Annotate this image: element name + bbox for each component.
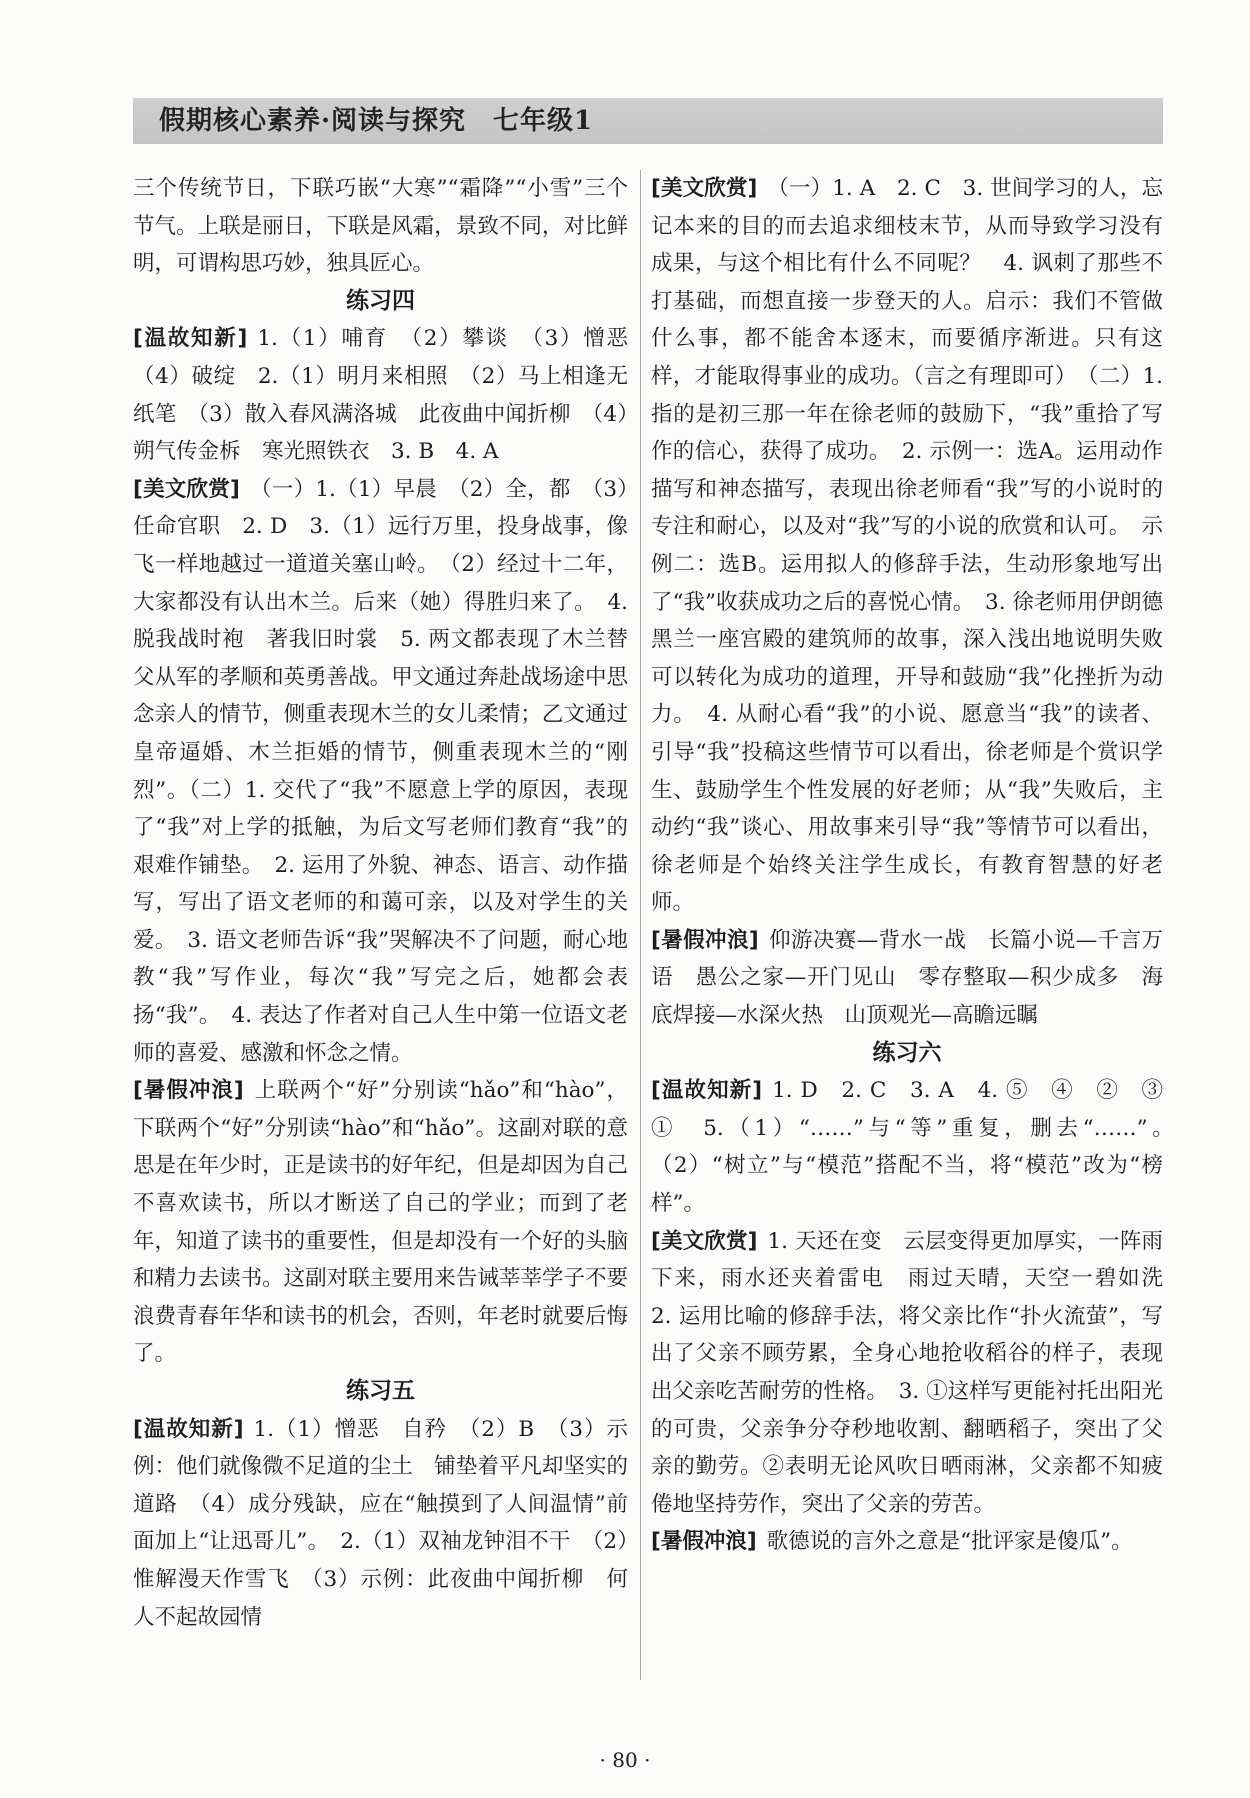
section-tag: [暑假冲浪] (133, 1078, 244, 1104)
section-text: （一）1. A 2. C 3. 世间学习的人，忘记本来的目的而去追求细枝末节，从而导致学习没有成果，与这个相比有什么不同呢？ 4. 讽刺了那些不打基础，而想直接一步登天的人。启示：我们不管做什么事，都不能舍本逐末，而要循序渐进。只有这样，才能取得事业的成功。（言之有理即可） （二）1. 指的是初三那一年在徐老师的鼓励下，“我”重拾了写作的信心，获得了成功。 2. 示例一：选A。运用动作描写和神态描写，表现出徐老师看“我”写的小说时的专注和耐心，以及对“我”写的小说的欣赏和认可。 示例二：选B。运用拟人的修辞手法，生动形象地写出了“我”收获成功之后的喜悦心情。 3. 徐老师用伊朗德黑兰一座宫殿的建筑师的故事，深入浅出地说明失败可以转化为成功的道理，开导和鼓励“我”化挫折为动力。 4. 从耐心看“我”的小说、愿意当“我”的读者、引导“我”投稿这些情节可以看出，徐老师是个赏识学生、鼓励学生个性发展的好老师；从“我”失败后，主动约“我”谈心、用故事来引导“我”等情节可以看出，徐老师是个始终关注学生成长，有教育智慧的好老师。 (651, 176, 1163, 916)
section-text: （一）1.（1）早晨 （2）全，都 （3）任命官职 2. D 3.（1）远行万里，投身战事，像飞一样地越过一道道关塞山岭。 （2）经过十二年，大家都没有认出木兰。后来（她）得胜归来了。 4. 脱我战时袍 著我旧时裳 5. 两文都表现了木兰替父从军的孝顺和英勇善战。甲文通过奔赴战场途中思念亲人的情节，侧重表现木兰的女儿柔情；乙文通过皇帝逼婚、木兰拒婚的情节，侧重表现木兰的“刚烈”。（二）1. 交代了“我”不愿意上学的原因，表现了“我”对上学的抵触，为后文写老师们教育“我”的艰难作铺垫。 2. 运用了外貌、神态、语言、动作描写，写出了语文老师的和蔼可亲，以及对学生的关爱。 3. 语文老师告诉“我”哭解决不了问题，耐心地教“我”写作业，每次“我”写完之后，她都会表扬“我”。 4. 表达了作者对自己人生中第一位语文老师的喜爱、感激和怀念之情。 (133, 476, 628, 1066)
ex4-summer-section (133, 1072, 628, 1373)
section-text: 仰游决赛—背水一战 长篇小说—千言万语 愚公之家—开门见山 零存整取—积少成多 海底焊接—水深火热 山顶观光—高瞻远瞩 (651, 927, 1163, 1029)
exercise-5-title: 练习五 (346, 1378, 415, 1404)
ex5-summer-section (651, 922, 1163, 1035)
right-column (651, 170, 1185, 1561)
header-bar (133, 98, 1163, 144)
section-text: 1. D 2. C 3. A 4. ⑤ ④ ② ③ ① 5.（1）“……”与“等”重复，删去“……”。 （2）“树立”与“模范”搭配不当，将“模范”改为“榜样”。 (651, 1078, 1185, 1217)
ex4-review-section (133, 320, 650, 470)
ex6-review-section (651, 1072, 1185, 1222)
section-text: 1.（1）憎恶 自矜 （2）B （3）示例：他们就像微不足道的尘土 铺垫着平凡却坚实的道路 （4）成分残缺，应在“触摸到了人间温情”前面加上“让迅哥儿”。 2.（1）双袖龙钟泪不干 （2）惟解漫天作雪飞 （3）示例：此夜曲中闻折柳 何人不起故园情 (133, 1416, 628, 1630)
column-divider (640, 170, 641, 1680)
section-tag: [温故知新] (651, 1078, 763, 1104)
section-tag: [美文欣赏] (651, 1228, 758, 1254)
section-text: 上联两个“好”分别读“hǎo”和“hào”，下联两个“好”分别读“hào”和“hǎo”。这副对联的意思是在年少时，正是读书的好年纪，但是却因为自己不喜欢读书，所以才断送了自己的学业；而到了老年，知道了读书的重要性，但是却没有一个好的头脑和精力去读书。这副对联主要用来告诫莘莘学子不要浪费青春年华和读书的机会，否则，年老时就要后悔了。 (133, 1078, 628, 1367)
ex5-review-section (133, 1411, 628, 1637)
exercise-6-title: 练习六 (872, 1039, 942, 1066)
section-text: 歌德说的言外之意是“批评家是傻瓜”。 (766, 1529, 1133, 1555)
section-text: 1.（1）哺育 （2）攀谈 （3）憎恶 （4）破绽 2.（1）明月来相照 （2）马上相逢无纸笔 （3）散入春风满洛城 此夜曲中闻折柳 （4）朔气传金柝 寒光照铁衣 3. B 4. A (133, 326, 650, 465)
section-tag: [温故知新] (133, 1416, 244, 1442)
section-tag: [暑假冲浪] (651, 1529, 757, 1555)
ex6-summer-section (651, 1523, 1163, 1561)
page-number: · 80 · (599, 1748, 651, 1772)
ex4-reading-section (133, 471, 628, 1073)
ex6-reading-section (651, 1223, 1185, 1524)
section-tag: [美文欣赏] (651, 176, 758, 201)
section-tag: [温故知新] (133, 326, 248, 352)
intro-paragraph: 三个传统节日，下联巧嵌“大寒”“霜降”“小雪”三个节气。上联是丽日，下联是风霜，景致不同，对比鲜明，可谓构思巧妙，独具匠心。 (133, 176, 628, 277)
section-tag: [美文欣赏] (133, 476, 240, 502)
section-tag: [暑假冲浪] (651, 927, 759, 953)
header-title: 假期核心素养·阅读与探究 七年级1 (159, 106, 594, 136)
exercise-4-title: 练习四 (346, 287, 415, 314)
section-text: 1. 天还在变 云层变得更加厚实，一阵雨下来，雨水还夹着雷电 雨过天晴，天空一碧如洗 2. 运用比喻的修辞手法，将父亲比作“扑火流萤”，写出了父亲不顾劳累，全身心地抢收稻谷的样子，表现出父亲吃苦耐劳的性格。 3. ①这样写更能衬托出阳光的可贵，父亲争分夺秒地收割、翻晒稻子，突出了父亲的勤劳。②表明无论风吹日晒雨淋，父亲都不知疲倦地坚持劳作，突出了父亲的劳苦。 (651, 1228, 1185, 1517)
left-column (133, 170, 650, 1636)
ex5-reading-section (651, 170, 1163, 922)
